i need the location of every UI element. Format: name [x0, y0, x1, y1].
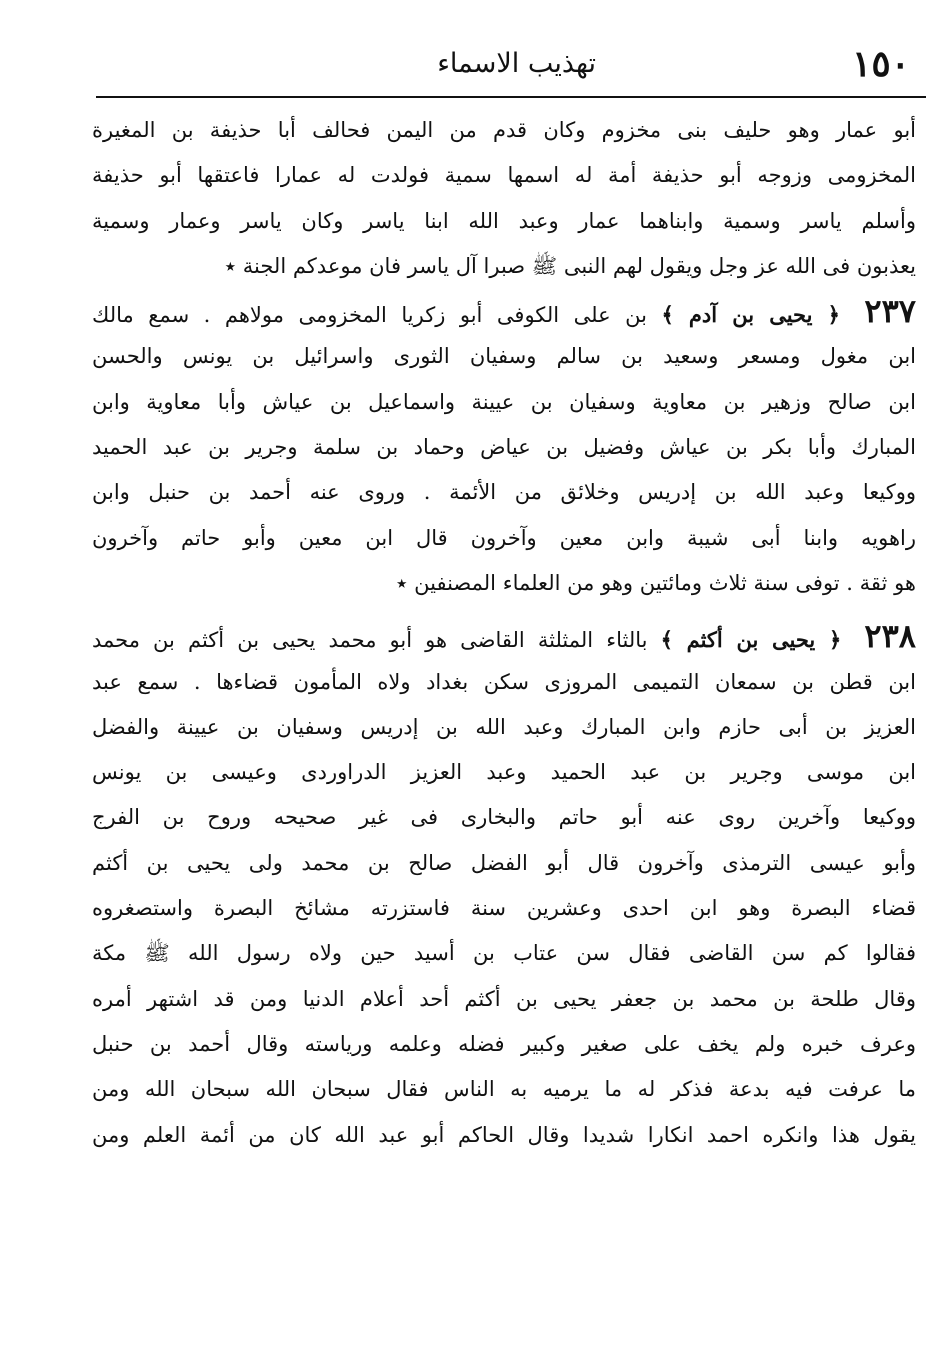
text-line: يعذبون فى الله عز وجل ويقول لهم النبى ﷺ صبرا آل ياسر فان موعدكم الجنة ٭ [224, 253, 916, 278]
text-line: المبارك وأبا بكر بن عياش وفضيل بن عياض وحماد بن سلمة وجرير بن عبد الحميد [92, 435, 916, 460]
text-line: وأبو عيسى الترمذى وآخرون قال أبو الفضل صالح بن محمد ولى يحيى بن أكثم [92, 850, 916, 875]
text-line: أبو عمار وهو حليف بنى مخزوم وكان قدم من اليمن فحالف أبا حذيفة بن المغيرة [92, 118, 916, 142]
entry-heading-text: بالثاء المثلثة القاضى هو أبو محمد يحيى بن أكثم بن محمد [92, 628, 648, 653]
text-line: ابن موسى وجرير بن عبد الحميد وعبد العزيز الدراوردى وعيسى بن يونس [92, 760, 916, 785]
text-line: قضاء البصرة وهو ابن احدى وعشرين سنة فاستزرته مشائخ البصرة واستصغروه [92, 896, 916, 921]
text-line: وقال طلحة بن محمد بن جعفر يحيى بن أكثم أحد أعلام الدنيا ومن قد اشتهر أمره [92, 986, 916, 1011]
text-line: هو ثقة . توفى سنة ثلاث ومائتين وهو من العلماء المصنفين ٭ [396, 570, 916, 595]
text-line: ووكيعا وآخرين روى عنه أبو حاتم والبخارى فى غير صحيحه وروح بن الفرج [92, 805, 916, 830]
text-line: ابن قطن بن سمعان التميمى المروزى سكن بغداد ولاه المأمون قضاءها . سمع عبد [92, 669, 916, 694]
text-line: ابن صالح وزهير بن معاوية وسفيان بن عيينة واسماعيل بن عياش وأبا معاوية وابن [92, 389, 916, 414]
text-line: فقالوا كم سن القاضى فقال سن عتاب بن أسيد حين ولاه رسول الله ﷺ مكة [92, 941, 916, 966]
entry-237-heading-line [92, 289, 916, 334]
entry-number: ٢٣٨ [864, 617, 916, 656]
text-line: وأسلم ياسر وسمية وابناهما عمار وعبد الله ابنا ياسر وكان ياسر وعمار وسمية [92, 208, 916, 233]
entry-heading-text: بن على الكوفى أبو زكريا المخزومى مولاهم . سمع مالك [92, 303, 647, 328]
page-number: ١٥٠ [851, 43, 910, 85]
page-header [96, 40, 926, 90]
header-rule [96, 96, 926, 98]
entry-number: ٢٣٧ [864, 292, 916, 331]
running-title: تهذيب الاسماء [437, 48, 596, 79]
entry-spacer [92, 606, 916, 614]
text-line: ابن مغول ومسعر وسعيد بن سالم وسفيان الثورى واسرائيل بن يونس والحسن [92, 344, 916, 369]
entry-name: ﴿ يحيى بن أكثم ﴾ [660, 627, 842, 653]
text-line: وعرف خبره ولم يخف على صغير وكبير فضله وعلمه ورياسته وقال أحمد بن حنبل [92, 1031, 916, 1056]
text-line: راهويه وابنا أبى شيبة وابن معين وآخرون قال ابن معين وأبو حاتم وآخرون [92, 525, 916, 550]
entry-name: ﴿ يحيى بن آدم ﴾ [661, 302, 840, 328]
text-line: العزيز بن أبى حازم وابن المبارك وعبد الله بن إدريس وسفيان بن عيينة والفضل [92, 714, 916, 739]
text-line: يقول هذا وانكره احمد انكارا شديدا وقال الحاكم أبو عبد الله كان من أئمة العلم ومن [92, 1122, 916, 1147]
body-text [92, 108, 916, 1158]
text-line: ووكيعا وعبد الله بن إدريس وخلائق من الأئمة . وروى عنه أحمد بن حنبل وابن [92, 480, 916, 505]
entry-238-heading-line [92, 614, 916, 659]
text-line: المخزومى وزوجه أبو حذيفة أمة له اسمها سمية فولدت له عمارا فاعتقها أبو حذيفة [92, 163, 916, 188]
text-line: ما عرفت فيه بدعة فذكر له ما يرميه به الناس فقال سبحان الله سبحان الله ومن [92, 1077, 916, 1102]
